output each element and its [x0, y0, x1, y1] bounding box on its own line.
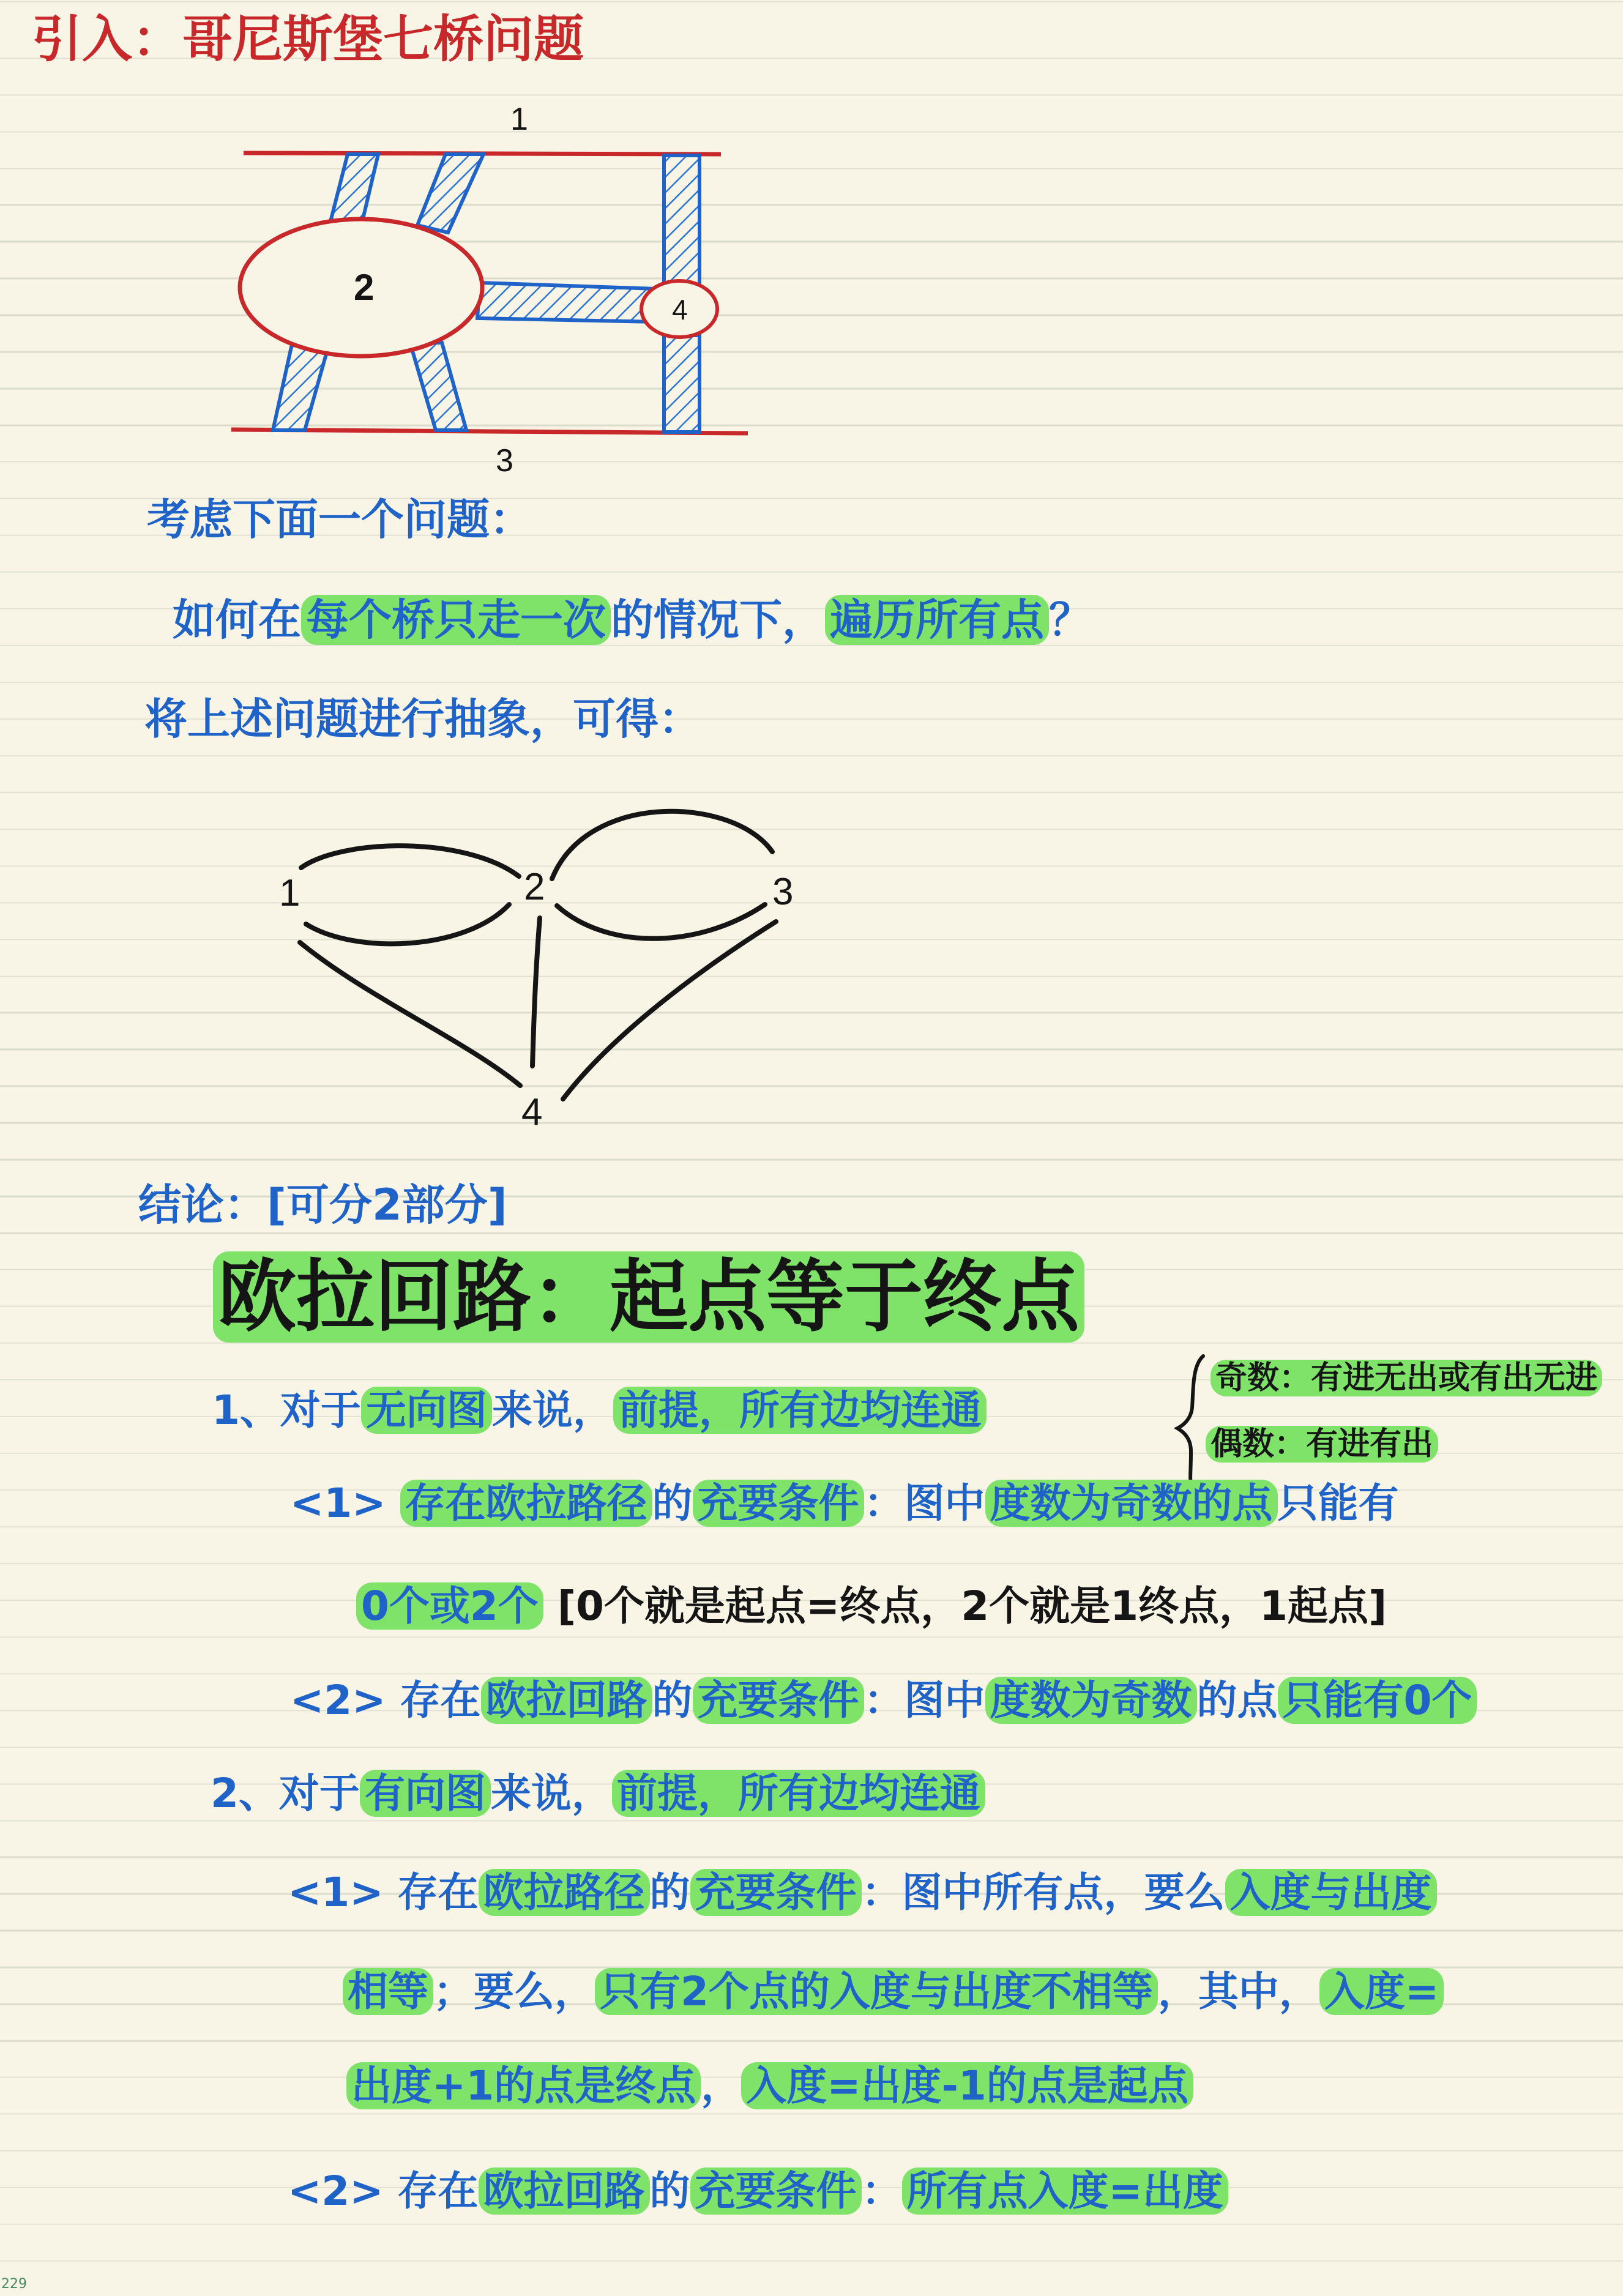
label-island: 2: [354, 267, 375, 308]
page-title: 引入：哥尼斯堡七桥问题: [32, 10, 584, 69]
node-3: 3: [772, 871, 794, 913]
section2-condition1-line2: 相等 ；要么， 只有2个点的入度与出度不相等 ，其中， 入度=: [343, 1972, 1444, 2012]
node-4: 4: [521, 1091, 543, 1133]
label-south: 3: [496, 443, 513, 479]
side-note-even: 偶数：有进有出: [1206, 1428, 1438, 1460]
node-2: 2: [524, 866, 545, 908]
section2-heading: 2、对于 有向图 来说， 前提，所有边均连通: [211, 1773, 985, 1814]
section2-condition2: <2> 存在 欧拉回路 的 充要条件 ： 所有点入度=出度: [288, 2171, 1228, 2212]
conclusion-title: 欧拉回路：起点等于终点: [213, 1258, 1084, 1336]
side-note-odd: 奇数：有进无出或有出无进: [1211, 1362, 1602, 1394]
label-east: 4: [672, 294, 688, 326]
section1-condition1: <1> 存在欧拉路径 的 充要条件 ：图中 度数为奇数的点 只能有: [290, 1480, 1399, 1527]
label-north: 1: [510, 102, 528, 137]
question-abstract: 将上述问题进行抽象，可得：: [144, 694, 701, 744]
page-number: 229: [1, 2276, 27, 2292]
question-body: 如何在 每个桥只走一次 的情况下， 遍历所有点 ？: [173, 595, 1092, 645]
section2-condition1-line3: 出度+1的点是终点 ， 入度=出度-1的点是起点: [346, 2066, 1193, 2106]
section2-condition1: <1> 存在 欧拉路径 的 充要条件 ：图中所有点，要么 入度与出度: [288, 1873, 1437, 1913]
question-intro: 考虑下面一个问题：: [147, 494, 532, 545]
conclusion-heading: 结论：[可分2部分]: [138, 1180, 507, 1230]
section1-heading: 1、对于 无向图 来说， 前提，所有边均连通: [212, 1390, 987, 1431]
section1-condition1-line2: 0个或2个 [0个就是起点=终点，2个就是1终点，1起点]: [356, 1586, 1387, 1627]
section1-condition2: <2> 存在 欧拉回路 的 充要条件 ：图中 度数为奇数 的点 只能有0个: [290, 1680, 1477, 1721]
node-1: 1: [279, 872, 300, 914]
